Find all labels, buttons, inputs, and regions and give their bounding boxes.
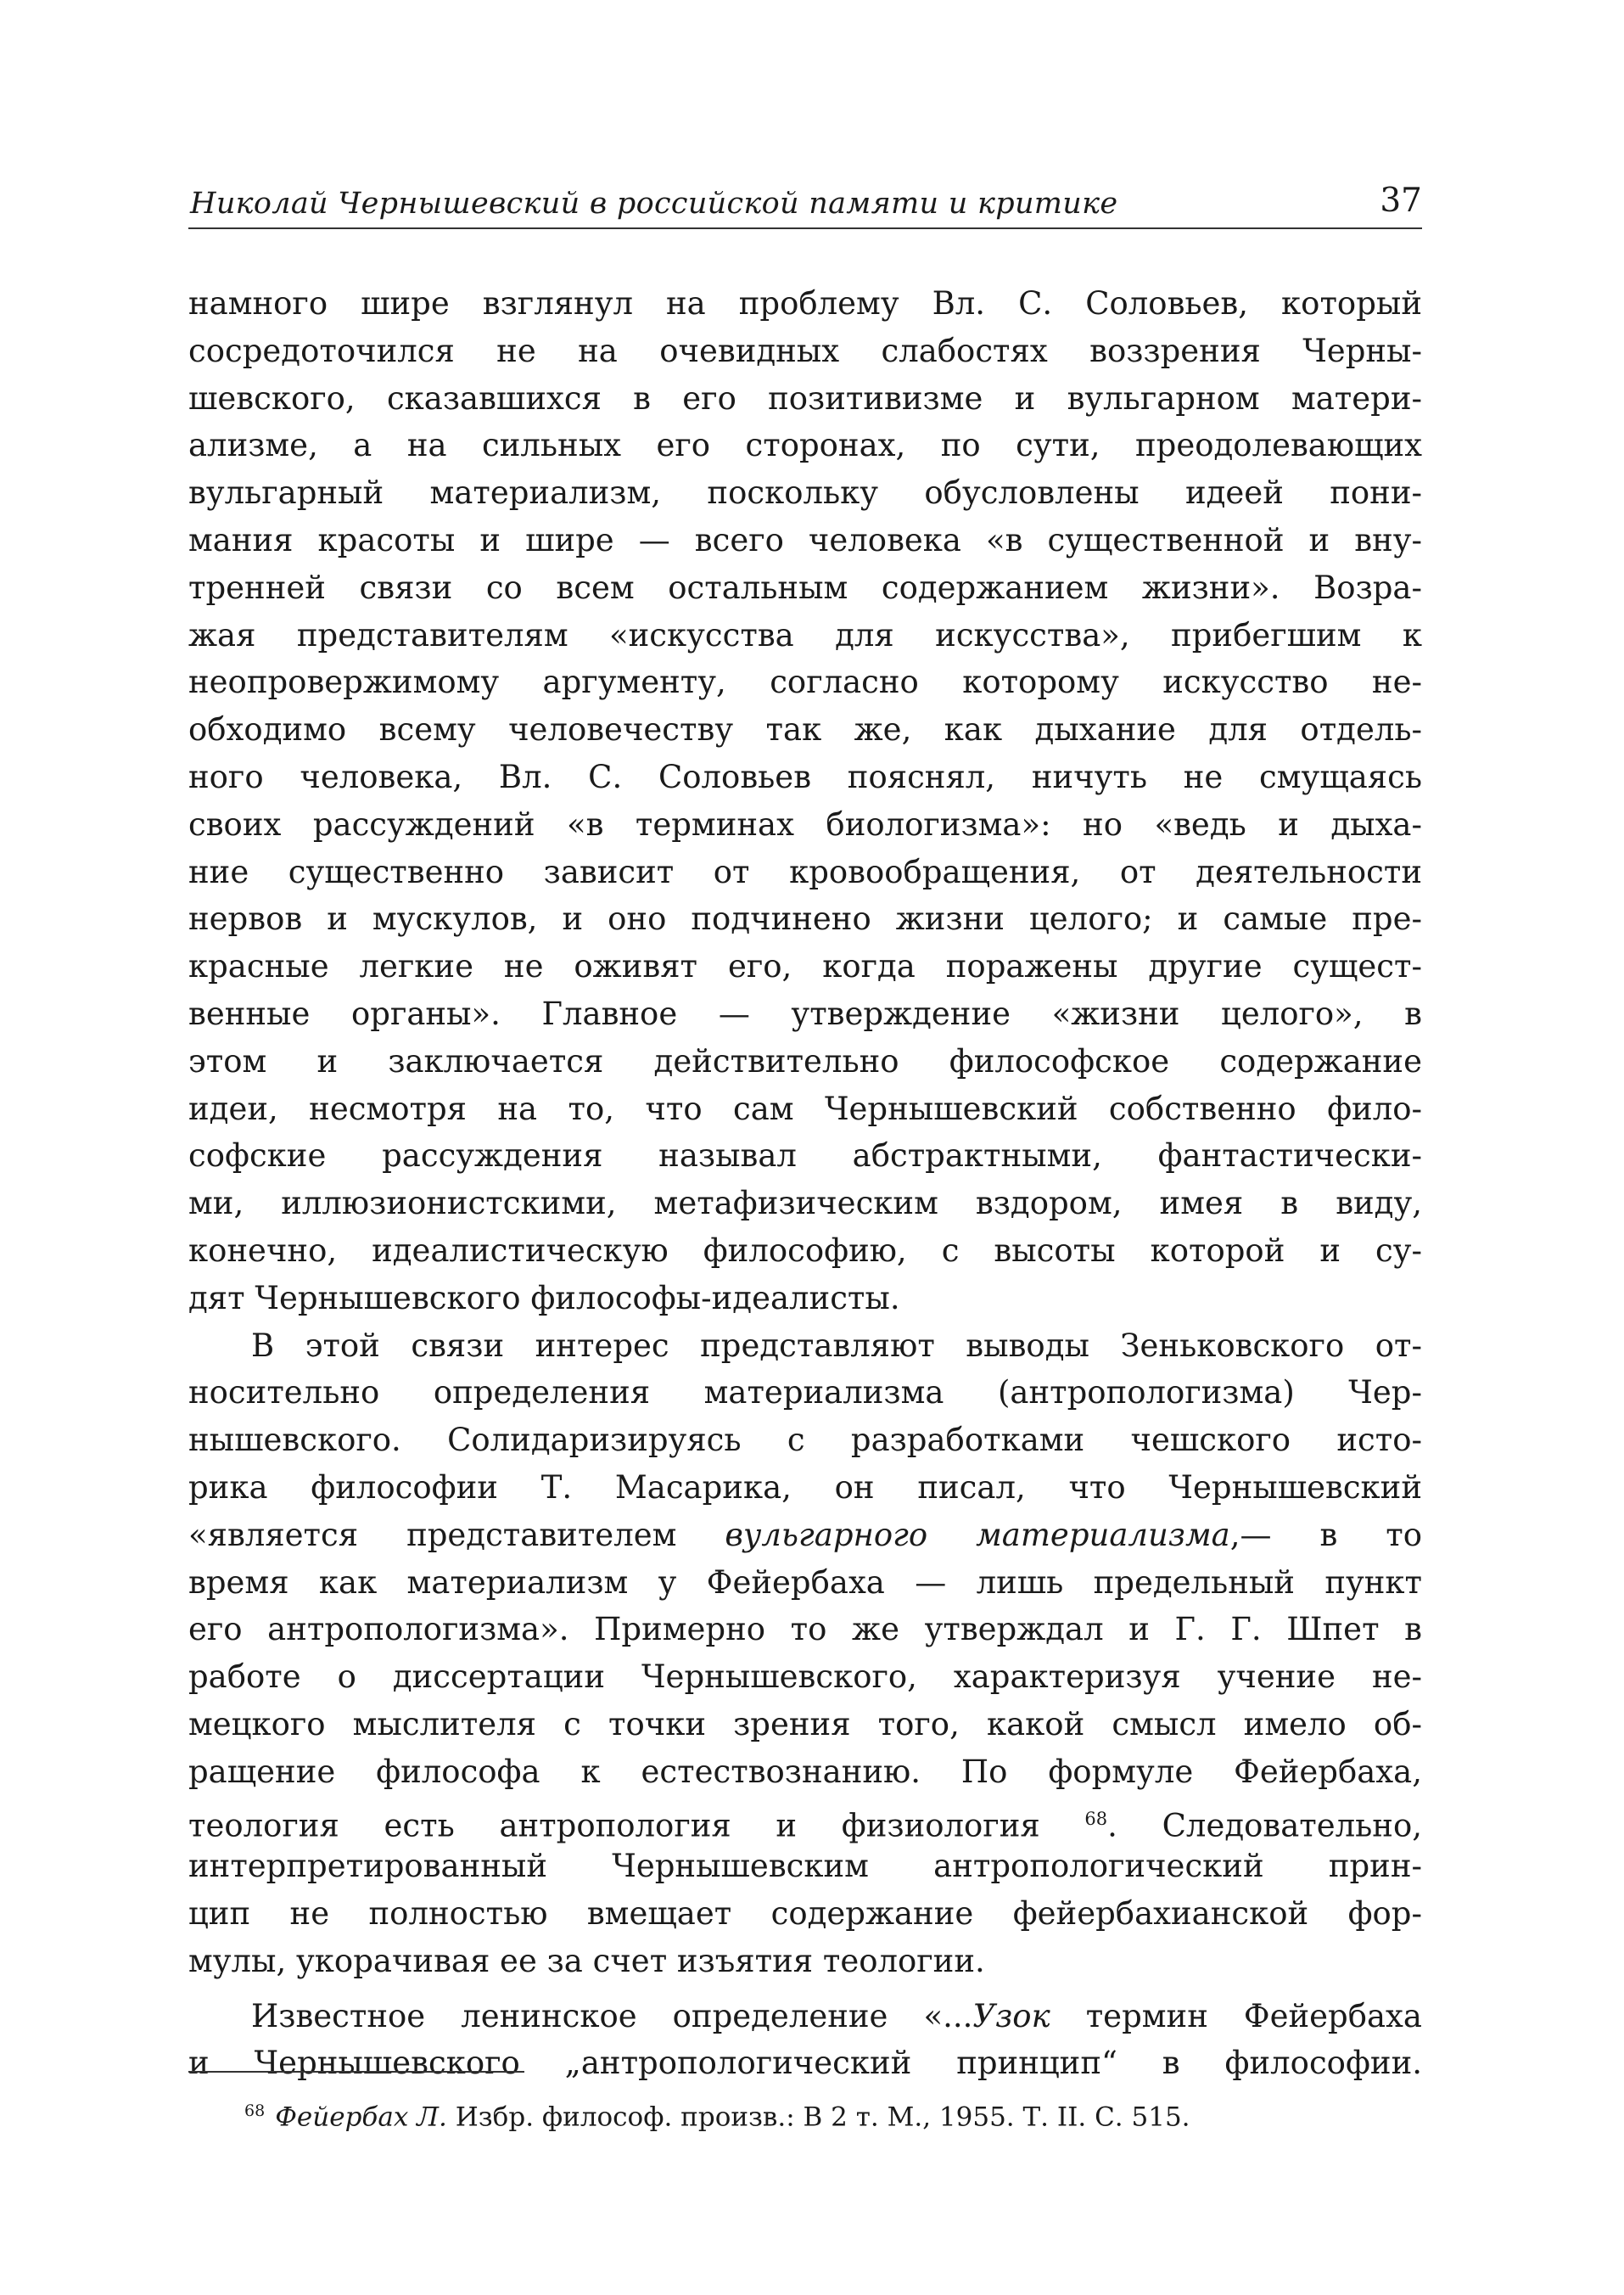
text-run: . Следовательно, (1107, 1806, 1422, 1843)
text-line: работе о диссертации Чернышевского, характеризуя учение не- (188, 1658, 1422, 1696)
text-line: обходимо всему человечеству так же, как дыхание для отдель- (188, 711, 1422, 749)
text-line: конечно, идеалистическую философию, с высоты которой и су- (188, 1232, 1422, 1269)
text-line: этом и заключается действительно философское содержание (188, 1042, 1422, 1080)
text-line: ние существенно зависит от кровообращения, от деятельности (188, 853, 1422, 890)
text-line: В этой связи интерес представляют выводы Зеньковского от- (251, 1327, 1422, 1364)
text-line: вульгарный материализм, поскольку обусловлены идеей пони- (188, 474, 1422, 512)
italic-emphasis: Узок (972, 1997, 1050, 2034)
text-line: дят Чернышевского философы-идеалисты. (188, 1279, 900, 1316)
page-number: 37 (1380, 182, 1422, 220)
text-line: мулы, укорачивая ее за счет изъятия теологии. (188, 1942, 985, 1979)
italic-emphasis: вульгарного материализма (725, 1516, 1230, 1553)
text-line: тренней связи со всем остальным содержанием жизни». Возра- (188, 569, 1422, 606)
text-line: своих рассуждений «в терминах биологизма»: но «ведь и дыха- (188, 805, 1422, 843)
text-run: ,— в то (1229, 1516, 1422, 1553)
text-line: нышевского. Солидаризируясь с разработками чешского исто- (188, 1422, 1422, 1459)
text-line: шевского, сказавшихся в его позитивизме и вульгарном матери- (188, 379, 1422, 417)
footnote-text: Избр. философ. произв.: В 2 т. М., 1955. Т. II. С. 515. (446, 2101, 1190, 2133)
text-line: мания красоты и шире — всего человека «в существенной и вну- (188, 521, 1422, 558)
text-line: неопровержимому аргументу, согласно которому искусство не- (188, 664, 1422, 701)
running-title: Николай Чернышевский в российской памяти и критике (190, 187, 1118, 221)
text-line: ращение философа к естествознанию. По формуле Фейербаха, (188, 1753, 1422, 1790)
text-line (188, 1512, 1422, 1559)
text-run: теология есть антропология и физиология (188, 1806, 1085, 1843)
text-line: рика философии Т. Масарика, он писал, что Чернышевский (188, 1468, 1422, 1506)
footnote-rule (188, 2071, 524, 2073)
text-line: время как материализм у Фейербаха — лишь предельный пункт (188, 1563, 1422, 1601)
text-line: ного человека, Вл. С. Соловьев пояснял, ничуть не смущаясь (188, 758, 1422, 795)
text-line: ми, иллюзионистскими, метафизическим вздором, имея в виду, (188, 1185, 1422, 1222)
text-line (188, 1796, 1422, 1843)
text-line: жая представителям «искусства для искусства», прибегшим к (188, 616, 1422, 654)
text-run: «является представителем (188, 1516, 725, 1553)
body-text (188, 280, 1422, 2087)
paragraph-1 (188, 280, 1422, 1322)
footnote-number: 68 (244, 2101, 266, 2120)
text-line: венные органы». Главное — утверждение «жизни целого», в (188, 995, 1422, 1032)
paragraph-gap (188, 1985, 1422, 1993)
footnote-author: Фейербах Л. (275, 2101, 447, 2133)
text-line: софские рассуждения называл абстрактными, фантастически- (188, 1137, 1422, 1175)
text-line: и Чернышевского „антропологический принцип“ в философии. (188, 2045, 1422, 2082)
text-line: интерпретированный Чернышевским антропологический прин- (188, 1848, 1422, 1885)
text-run: Известное ленинское определение «... (251, 1997, 973, 2034)
text-line: носительно определения материализма (антропологизма) Чер- (188, 1374, 1422, 1411)
paragraph-2 (188, 1322, 1422, 1985)
running-head (188, 182, 1422, 229)
header-rule (188, 227, 1422, 229)
text-line: сосредоточился не на очевидных слабостях воззрения Черны- (188, 332, 1422, 369)
text-line: мецкого мыслителя с точки зрения того, какой смысл имело об- (188, 1705, 1422, 1742)
footnote-reference[interactable]: 68 (1084, 1808, 1108, 1829)
text-line: идеи, несмотря на то, что сам Чернышевский собственно фило- (188, 1090, 1422, 1127)
text-line: намного шире взглянул на проблему Вл. С. Соловьев, который (188, 285, 1422, 322)
text-line: цип не полностью вмещает содержание фейербахианской фор- (188, 1895, 1422, 1933)
footnote (244, 2090, 1422, 2138)
text-line: его антропологизма». Примерно то же утверждал и Г. Г. Шпет в (188, 1611, 1422, 1648)
text-line: красные легкие не оживят его, когда поражены другие сущест- (188, 948, 1422, 985)
text-line: нервов и мускулов, и оно подчинено жизни целого; и самые пре- (188, 901, 1422, 938)
text-run: термин Фейербаха (1050, 1997, 1422, 2034)
text-line (188, 1993, 1422, 2040)
paragraph-3 (188, 1993, 1422, 2088)
text-line: ализме, а на сильных его сторонах, по сути, преодолевающих (188, 427, 1422, 464)
